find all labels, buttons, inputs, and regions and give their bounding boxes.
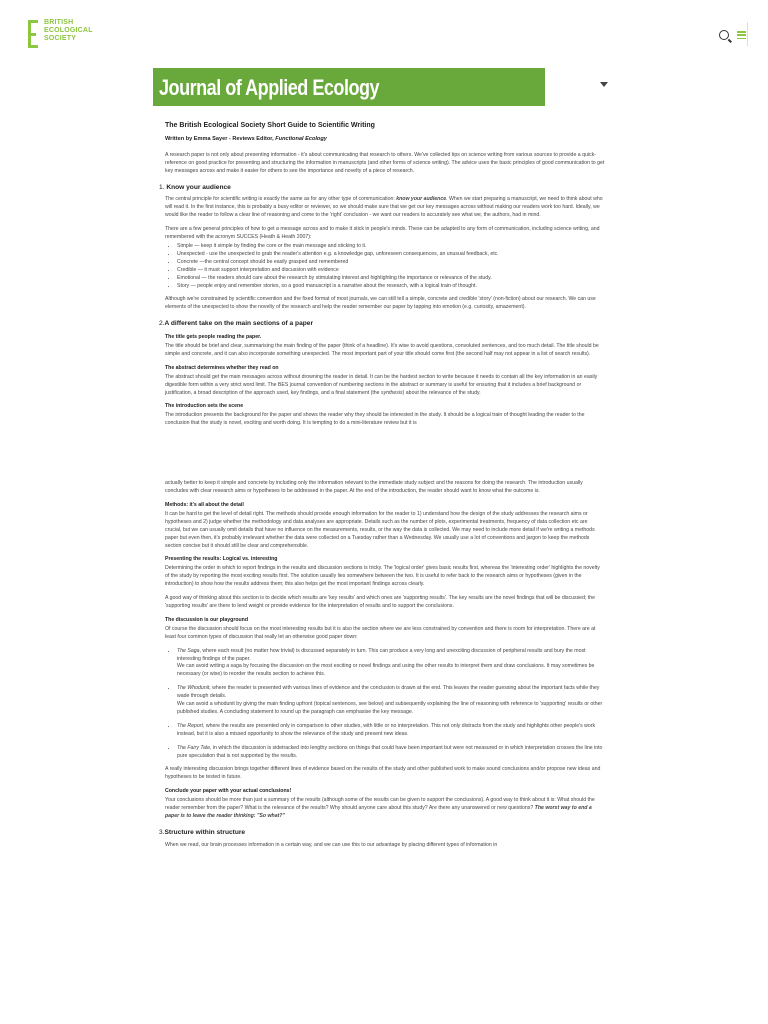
item-name: The Fairy Tale [177, 744, 210, 751]
subheading: The title gets people reading the paper. [165, 334, 262, 341]
text-run: The abstract should get the main messages across without drowning the reader in detail. It can be the hardest section to write because it needs to contain all the key information in an easily digestible form within a very strict word limit. The BES journal convention of numbering sections in the abstract or summary is useful for ensuring that it includes a brief background or justification, a broad description of the approach used, key findings, and a final statement (the [165, 373, 598, 396]
paragraph [165, 196, 605, 220]
list-item: • Story — people enjoy and remember stories, so a good manuscript is a narrative about the research, with a logical train of thought. [177, 283, 605, 291]
item-text: , where each result (no matter how trivial) is discussed separately in turn. This can produce a very long and unexciting discussion of peripheral results and bury the most interesting findings of the paper. [177, 647, 586, 662]
emphasis-text: The worst way to end a paper is to leave the reader thinking: "So what?" [165, 805, 592, 819]
logo-line: ECOLOGICAL [44, 27, 93, 35]
subheading: The abstract determines whether they read on [165, 364, 279, 371]
subheading: Methods: it's all about the detail [165, 502, 244, 508]
list-item: • Simple — keep it simple by finding the core or the main message and sticking to it. [177, 243, 605, 251]
paragraph: A really interesting discussion brings together different lines of evidence based on the results of the study and other published work to make sound conclusions and/or propose new ideas and hypotheses to be tested in future. [165, 766, 601, 781]
logo-line: BRITISH [44, 19, 74, 26]
byline-journal: Functional Ecology [275, 135, 327, 142]
item-name: The Whodunit [177, 685, 210, 692]
paragraph [165, 797, 605, 821]
text-run: Your conclusions should be more than just a summary of the results (although some of the results can be given to support the conclusions). A good way to think about it is: What should the reader remember from the paper? What is the relevance of the results? Why should anyone care about this study? Are there any unanswered or new questions? [165, 797, 595, 812]
item-text: , where the results are presented only in comparison to other studies, with little or no interpretation. This not only distracts from the study and highlights other people's work instead, but it is also a missed opportunity to show the relevance of the study and present new ideas. [177, 722, 596, 737]
list-item: • Concrete —the central concept should be easily grasped and remembered [177, 259, 605, 267]
menu-icon[interactable] [737, 31, 746, 39]
list-item [177, 648, 605, 680]
succes-list [177, 243, 605, 290]
subheading: The introduction sets the scene [165, 403, 244, 410]
subheading: Presenting the results: Logical vs. interesting [165, 556, 278, 563]
discussion-types-list [177, 648, 605, 761]
list-item: • Emotional — the readers should care about the research by stimulating interest and highlighting the importance or relevance of the study. [177, 275, 605, 283]
section-heading [159, 320, 605, 328]
italic-text: synthesis [381, 389, 403, 396]
section-title: Structure within structure [164, 828, 246, 836]
item-name: The Report [177, 722, 203, 729]
subheading: Conclude your paper with your actual conclusions! [165, 788, 292, 795]
paragraph [165, 374, 605, 398]
section-heading [159, 184, 605, 192]
search-icon[interactable] [719, 30, 729, 40]
text-run: . When we start preparing a manuscript, we need to think about who will read it. In the first instance, this is probably a busy editor or reviewer, so we should make sure that we get our key messages across without making our readers work too hard. Ideally, we would like the reader to follow a clear line of reasoning and come to the 'right' conclusion - we want our readers to accurately see what we, the authors, had in mind. [165, 196, 603, 219]
section-title: A different take on the main sections of a paper [164, 320, 314, 328]
paragraph: The introduction presents the background for the paper and shows the reader why they should be interested in the study. It should be a logical train of thought leading the reader to the conclusion that the study is novel, exciting and worth doing. It is tempting to do a mini-literature review but it is [165, 412, 585, 427]
subheading: The discussion is our playground [165, 616, 249, 623]
paragraph: actually better to keep it simple and concrete by including only the information relevant to the immediate study subject and the reasons for doing the research. The introduction usually concludes with clear research aims or hypotheses to be addressed in the paper. At the end of the introduction, the reader should want to know what the outcome is. [165, 480, 583, 495]
paragraph: There are a few general principles of how to get a message across and to make it stick in people's minds. These can be adapted to any form of communication, including science writing, and remembered with the acronym SUCCES (Heath & Heath 2007): [165, 226, 600, 241]
intro-paragraph: A research paper is not only about presenting information - it's about communicating that research to others. We've collected tips on science writing from various sources to provide a quick-reference on good practice for presenting and structuring the information in manuscripts (and other forms of science writing). The advice uses the basic principles of good communication to get key messages across and make it easier for others to see the importance and novelty of a piece of research. [165, 151, 605, 174]
byline-prefix: Written by Emma Sayer - Reviews Editor, [165, 135, 276, 142]
article-body [159, 122, 605, 856]
caret-down-icon[interactable] [600, 82, 608, 87]
bes-logo-text[interactable] [44, 19, 93, 44]
section-title: Know your audience [166, 183, 231, 191]
section-heading [159, 829, 605, 837]
list-item: • Credible — it must support interpretation and discussion with evidence [177, 267, 605, 275]
item-extra: We can avoid writing a saga by focusing the discussion on the most exciting or novel findings and using the other results to interpret them and draw conclusions. It may sometimes be necessary (or wise) to reorder the results section to achieve this. [177, 663, 595, 678]
paragraph: When we read, our brain processes information in a certain way, and we can use this to our advantage by placing different types of information in [165, 841, 498, 848]
item-text: , in which the discussion is sidetracked into lengthy sections on things that could have been important but were not measured or in which interpretation crosses the line into pure speculation that is not supported by the results. [177, 744, 603, 759]
paragraph: Of course the discussion should focus on the most interesting results but it is also the section where we are less constrained by convention and there is room for interpretation. There are at least four common types of discussion that really let an otherwise good paper down: [165, 625, 596, 640]
header-divider [747, 22, 748, 46]
bes-logo-icon[interactable] [28, 20, 38, 48]
list-item [177, 685, 605, 717]
section-number: 2. [159, 320, 165, 328]
item-extra: We can avoid a whodunit by giving the main finding upfront (topical sentences, see below) and subsequently explaining the line of reasoning with reference to 'supporting' results or other published studies. A concluding statement to round up the paragraph can emphasise the key message. [177, 701, 603, 715]
top-bar [0, 0, 768, 66]
text-run: The central principle for scientific writing is exactly the same as for any other type of communication: [165, 196, 397, 203]
text-run: ) about the relevance of the study. [402, 389, 481, 396]
list-item: • Unexpected - use the unexpected to grab the reader's attention e.g. a knowledge gap, unforeseen consequences, an unusual feedback, etc. [177, 251, 605, 259]
header-actions [719, 30, 746, 40]
emphasis-text: know your audience [396, 196, 447, 203]
page-gap [165, 434, 605, 480]
item-name: The Saga [177, 647, 200, 654]
article-byline [165, 136, 605, 144]
journal-title: Journal of Applied Ecology [159, 75, 380, 100]
paragraph: It can be hard to get the level of detail right. The methods should provide enough information for the reader to 1) understand how the design of the study addresses the research aims or hypotheses and 2) judge whether the methodology and data analyses are appropriate. Details such as the number of plots, experimental treatments, frequency of data collection etc are crucial, but we can usually omit details that have no influence on the measurements, results, or the way the data is collected. We may need to include more detail if we're writing a methods paper but even then, it's probably irrelevant whether the data were collected on a Tuesday rather than a Wednesday. We usually use a lot of conventions and jargon to keep the methods section concise but it should still be clear and comprehensible. [165, 510, 595, 549]
item-text: , where the reader is presented with various lines of evidence and the conclusion is drawn at the end. This leaves the reader guessing about the important facts while they wade through details. [177, 685, 600, 700]
paragraph: Although we're constrained by scientific convention and the fixed format of most journals, we can still tell a simple, concrete and credible 'story' (non-fiction) about our research. We can use elements of the unexpected to show the novelty of the research and help the reader remember our paper by tapping into emotion (e.g. curiosity, amazement). [165, 296, 596, 311]
section-number: 1. [159, 183, 165, 191]
paragraph: The title should be brief and clear, summarising the main finding of the paper (think of a headline). It's wise to avoid questions, convoluted sentences, and too much detail. The title should be simple and concrete, and it can also incorporate something unexpected. The most important part of your title should come first (the second half may not appear in a list of search results). [165, 343, 599, 357]
list-item [177, 745, 605, 761]
paragraph: A good way of thinking about this section is to decide which results are 'key results' and which ones are 'supporting results'. The key results are the novel findings that will be discussed; the 'supporting results' are there to lend weight or provide evidence for the interpretation of results and to support the conclusions. [165, 595, 596, 609]
logo-line: SOCIETY [44, 35, 77, 43]
article-title: The British Ecological Society Short Guide to Scientific Writing [165, 122, 375, 129]
list-item [177, 723, 605, 739]
journal-banner[interactable] [153, 68, 545, 106]
section-number: 3. [159, 828, 165, 836]
paragraph: Determining the order in which to report findings in the results and discussion sections is tricky. The 'logical order' gives basic results first, whereas the 'interesting order' highlights the novelty of the study by reporting the most exciting results first. The solution usually lies somewhere between the two. It is useful to refer back to the research aims or hypotheses (given in the introduction) to show how the results address them; this also helps get the most important findings across clearly. [165, 565, 600, 588]
